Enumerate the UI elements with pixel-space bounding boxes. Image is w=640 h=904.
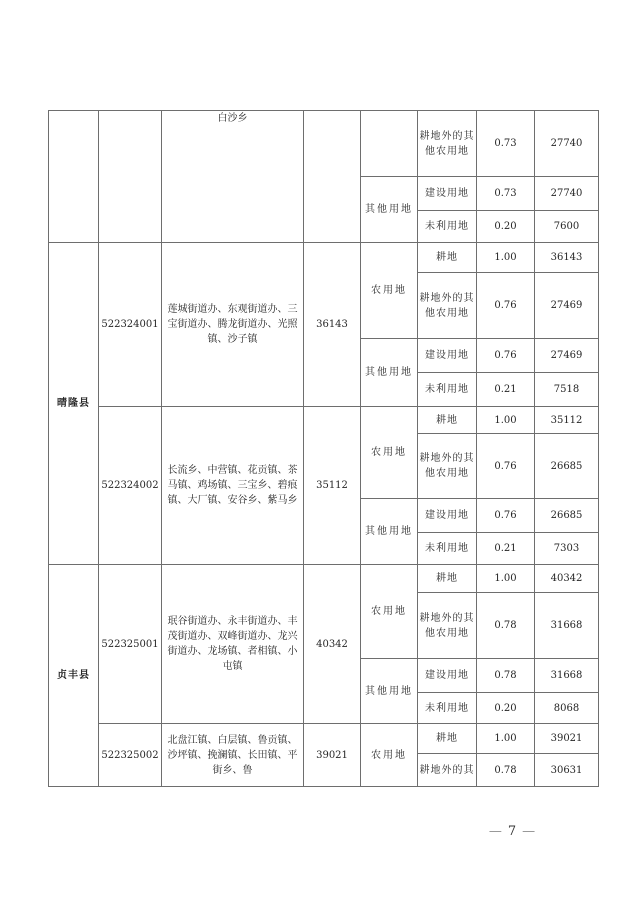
land-category-cell: 耕地: [418, 565, 477, 593]
value-cell: 8068: [535, 693, 599, 724]
land-group-cell: 其他用地: [361, 659, 418, 724]
county-cell: 贞丰县: [49, 565, 99, 787]
value-cell: 30631: [535, 754, 599, 787]
coefficient-cell: 0.76: [477, 499, 535, 533]
value-cell: 7600: [535, 211, 599, 243]
land-category-cell: 未利用地: [418, 211, 477, 243]
land-category-cell: 建设用地: [418, 177, 477, 211]
footer-dash-right: —: [522, 824, 536, 839]
land-category-cell: 建设用地: [418, 659, 477, 693]
land-group-cell: 农用地: [361, 243, 418, 339]
value-cell: 26685: [535, 434, 599, 499]
land-group-cell: 其他用地: [361, 339, 418, 407]
coefficient-cell: 0.73: [477, 177, 535, 211]
towns-cell: 珉谷街道办、永丰街道办、丰茂街道办、双峰街道办、龙兴街道办、龙场镇、者相镇、小屯镇: [162, 565, 304, 724]
land-category-cell: 耕地: [418, 724, 477, 754]
coefficient-cell: 0.21: [477, 373, 535, 407]
table-row: [49, 724, 599, 754]
land-group-cell: 农用地: [361, 565, 418, 659]
coefficient-cell: 0.78: [477, 659, 535, 693]
towns-cell: 长流乡、中营镇、花贡镇、茶马镇、鸡场镇、三宝乡、碧痕镇、大厂镇、安谷乡、紫马乡: [162, 407, 304, 565]
coefficient-cell: 1.00: [477, 565, 535, 593]
land-group-cell: 农用地: [361, 407, 418, 499]
district-code-cell: 522325002: [99, 724, 162, 787]
land-category-cell: 耕地外的其他农用地: [418, 273, 477, 339]
table-row: [49, 243, 599, 273]
land-group-cell: 其他用地: [361, 177, 418, 243]
district-code-cell: 522324001: [99, 243, 162, 407]
coefficient-cell: 0.76: [477, 273, 535, 339]
land-category-cell: 未利用地: [418, 373, 477, 407]
district-code-cell: 522324002: [99, 407, 162, 565]
landuse-table: [48, 110, 599, 787]
value-cell: 31668: [535, 593, 599, 659]
coefficient-cell: 0.76: [477, 339, 535, 373]
coefficient-cell: 0.20: [477, 693, 535, 724]
value-cell: 35112: [535, 407, 599, 434]
district-total-cell: 35112: [304, 407, 361, 565]
land-category-cell: 未利用地: [418, 693, 477, 724]
coefficient-cell: 0.21: [477, 533, 535, 565]
land-category-cell: 建设用地: [418, 339, 477, 373]
value-cell: 27740: [535, 111, 599, 177]
value-cell: 36143: [535, 243, 599, 273]
value-cell: 40342: [535, 565, 599, 593]
towns-cell: 北盘江镇、白层镇、鲁贡镇、沙坪镇、挽澜镇、长田镇、平街乡、鲁: [162, 724, 304, 787]
towns-cell: 白沙乡: [162, 111, 304, 243]
towns-cell: 莲城街道办、东观街道办、三宝街道办、腾龙街道办、光照镇、沙子镇: [162, 243, 304, 407]
land-category-cell: 耕地: [418, 407, 477, 434]
value-cell: 39021: [535, 724, 599, 754]
land-group-cell: [361, 111, 418, 177]
value-cell: 26685: [535, 499, 599, 533]
page-footer: [482, 824, 542, 839]
value-cell: 7303: [535, 533, 599, 565]
value-cell: 7518: [535, 373, 599, 407]
land-group-cell: 其他用地: [361, 499, 418, 565]
land-category-cell: 耕地外的其他农用地: [418, 111, 477, 177]
land-category-cell: 未利用地: [418, 533, 477, 565]
district-code-cell: [99, 111, 162, 243]
table-row: [49, 111, 599, 177]
coefficient-cell: 0.73: [477, 111, 535, 177]
value-cell: 27740: [535, 177, 599, 211]
county-cell: 晴隆县: [49, 243, 99, 565]
table-row: [49, 407, 599, 434]
coefficient-cell: 0.78: [477, 754, 535, 787]
land-group-cell: 农用地: [361, 724, 418, 787]
district-total-cell: 40342: [304, 565, 361, 724]
district-total-cell: 39021: [304, 724, 361, 787]
coefficient-cell: 0.76: [477, 434, 535, 499]
district-total-cell: 36143: [304, 243, 361, 407]
coefficient-cell: 0.78: [477, 593, 535, 659]
district-total-cell: [304, 111, 361, 243]
county-cell: [49, 111, 99, 243]
coefficient-cell: 1.00: [477, 243, 535, 273]
footer-dash-left: —: [488, 824, 502, 839]
land-category-cell: 建设用地: [418, 499, 477, 533]
page-number: 7: [507, 824, 517, 839]
district-code-cell: 522325001: [99, 565, 162, 724]
value-cell: 31668: [535, 659, 599, 693]
coefficient-cell: 1.00: [477, 724, 535, 754]
land-category-cell: 耕地外的其他农用地: [418, 593, 477, 659]
land-category-cell: 耕地外的其: [418, 754, 477, 787]
table-row: [49, 565, 599, 593]
coefficient-cell: 1.00: [477, 407, 535, 434]
land-category-cell: 耕地外的其他农用地: [418, 434, 477, 499]
land-category-cell: 耕地: [418, 243, 477, 273]
value-cell: 27469: [535, 339, 599, 373]
value-cell: 27469: [535, 273, 599, 339]
coefficient-cell: 0.20: [477, 211, 535, 243]
